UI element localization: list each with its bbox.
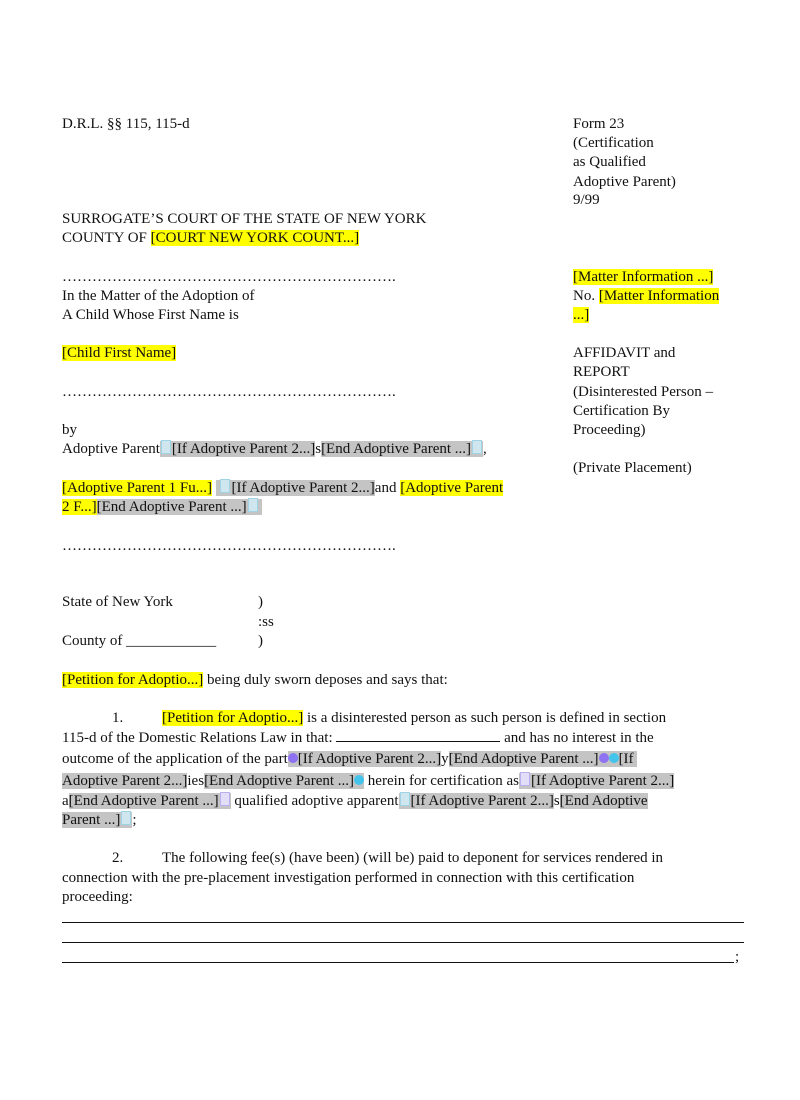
matter-line: In the Matter of the Adoption of xyxy=(62,288,255,304)
suffix-y: y xyxy=(441,751,449,767)
paragraph-text: proceeding: xyxy=(62,889,133,905)
paragraph-text: The following fee(s) (have been) (will be) paid to deponent for services rendered in xyxy=(162,850,664,866)
caption-dots: …………………………………………………………. xyxy=(62,538,396,554)
child-first-name-field[interactable]: [Child First Name] xyxy=(62,345,177,361)
purple-dot-icon[interactable] xyxy=(599,753,609,763)
if-ap2-field[interactable]: [If Adoptive Parent 2...] xyxy=(171,441,316,457)
form-date: 9/99 xyxy=(573,192,600,208)
petitioner-field[interactable]: [Petition for Adoptio...] xyxy=(62,672,204,688)
fee-blank-line[interactable] xyxy=(62,922,744,923)
by-label: by xyxy=(62,422,77,438)
paragraph-text: outcome of the application of the part xyxy=(62,751,288,767)
paragraph-number: 1. xyxy=(112,710,124,726)
document-title: Proceeding) xyxy=(573,422,646,438)
court-county xyxy=(62,229,359,248)
end-ap-field[interactable]: [End Adoptive Parent ...] xyxy=(204,773,355,789)
field-marker-icon[interactable] xyxy=(520,772,530,786)
end-ap-field[interactable]: [End Adoptive Parent ...] xyxy=(68,793,219,809)
if-ap2-field[interactable]: [If Adoptive Parent 2...] xyxy=(410,793,554,809)
end-ap-field[interactable]: [End Adoptive Parent ...] xyxy=(448,751,599,767)
field-marker-icon[interactable] xyxy=(121,811,131,825)
blank-line[interactable] xyxy=(336,728,500,742)
form-title-line: as Qualified xyxy=(573,154,646,170)
venue-ss: :ss xyxy=(258,614,274,630)
venue-bracket: ) xyxy=(258,594,263,610)
form-title-line: Adoptive Parent) xyxy=(573,174,676,190)
statute-reference: D.R.L. §§ 115, 115-d xyxy=(62,116,190,132)
caption-dots: …………………………………………………………. xyxy=(62,384,396,400)
suffix-ies: ies xyxy=(187,773,205,789)
cyan-dot-icon[interactable] xyxy=(609,753,619,763)
adoptive-parent-label: Adoptive Parent xyxy=(62,441,160,457)
paragraph-text: 115-d of the Domestic Relations Law in that: xyxy=(62,730,337,746)
fee-blank-line[interactable] xyxy=(62,942,744,943)
if-ap2-field-cont[interactable]: Adoptive Parent 2...] xyxy=(62,773,188,789)
if-ap2-field[interactable]: [If Adoptive Parent 2...] xyxy=(231,480,375,496)
document-title: AFFIDAVIT and xyxy=(573,345,676,361)
paragraph-line xyxy=(62,772,674,791)
if-ap2-field[interactable]: [If Adoptive Parent 2...] xyxy=(297,751,442,767)
placement-type: (Private Placement) xyxy=(573,460,692,476)
adoptive-parent-line xyxy=(62,440,487,459)
if-ap2-field[interactable]: [If xyxy=(618,751,634,767)
adoptive-parents-line xyxy=(62,479,503,498)
paragraph-text: qualified adoptive apparent xyxy=(230,793,399,809)
end-ap-field[interactable]: [End Adoptive xyxy=(559,793,648,809)
plural-s: s xyxy=(315,441,322,457)
county-field[interactable]: [COURT NEW YORK COUNT...] xyxy=(150,230,360,246)
venue-county: County of ____________ xyxy=(62,633,217,649)
ap2-name-field-cont[interactable]: 2 F...] xyxy=(62,499,97,515)
end-ap-field-cont[interactable]: Parent ...] xyxy=(62,812,121,828)
field-marker-icon[interactable] xyxy=(472,440,482,454)
ap1-name-field[interactable]: [Adoptive Parent 1 Fu...] xyxy=(62,480,212,496)
paragraph-line xyxy=(62,750,637,769)
field-marker-icon[interactable] xyxy=(400,792,410,806)
matter-info-field[interactable]: [Matter Information ...] xyxy=(573,269,714,285)
document-title: Certification By xyxy=(573,403,671,419)
if-ap2-field[interactable]: [If Adoptive Parent 2...] xyxy=(530,773,675,789)
semicolon: ; xyxy=(132,812,137,828)
ap2-name-field[interactable]: [Adoptive Parent xyxy=(400,480,504,496)
document-title: REPORT xyxy=(573,364,630,380)
paragraph-text: and has no interest in the xyxy=(500,730,654,746)
fee-blank-line[interactable] xyxy=(62,962,734,963)
form-number: Form 23 xyxy=(573,116,625,132)
paragraph-text: connection with the pre-placement investigation performed in connection with this certification xyxy=(62,870,635,886)
matter-line: A Child Whose First Name is xyxy=(62,307,239,323)
document-title: (Disinterested Person – xyxy=(573,384,713,400)
form-title-line: (Certification xyxy=(573,135,654,151)
sworn-text: being duly sworn deposes and says that: xyxy=(203,672,448,688)
end-ap-field[interactable]: [End Adoptive Parent ...] xyxy=(96,499,247,515)
matter-number-field-cont[interactable]: ...] xyxy=(573,307,590,323)
paragraph-text: herein for certification as xyxy=(364,773,519,789)
field-marker-icon[interactable] xyxy=(220,792,230,806)
paragraph-text: is a disinterested person as such person is defined in section xyxy=(303,710,667,726)
comma: , xyxy=(483,441,487,457)
petitioner-field[interactable]: [Petition for Adoptio...] xyxy=(162,710,304,726)
number-label: No. xyxy=(573,288,599,304)
county-label: COUNTY OF xyxy=(62,230,151,246)
semicolon: ; xyxy=(735,949,740,965)
article-a: a xyxy=(62,793,69,809)
paragraph-line xyxy=(62,792,648,811)
and-text: and xyxy=(374,480,401,496)
end-ap-field[interactable]: [End Adoptive Parent ...] xyxy=(321,441,472,457)
field-marker-icon[interactable] xyxy=(161,440,171,454)
caption-dots: …………………………………………………………. xyxy=(62,269,396,285)
venue-state: State of New York xyxy=(62,594,173,610)
matter-number-field[interactable]: [Matter Information xyxy=(598,288,720,304)
field-marker-icon[interactable] xyxy=(220,479,230,493)
court-name: SURROGATE’S COURT OF THE STATE OF NEW YORK xyxy=(62,211,427,227)
purple-dot-icon[interactable] xyxy=(288,753,298,763)
paragraph-number: 2. xyxy=(112,850,124,866)
plural-s: s xyxy=(553,793,560,809)
venue-bracket: ) xyxy=(258,633,263,649)
field-marker-icon[interactable] xyxy=(248,498,258,512)
cyan-dot-icon[interactable] xyxy=(354,775,364,785)
